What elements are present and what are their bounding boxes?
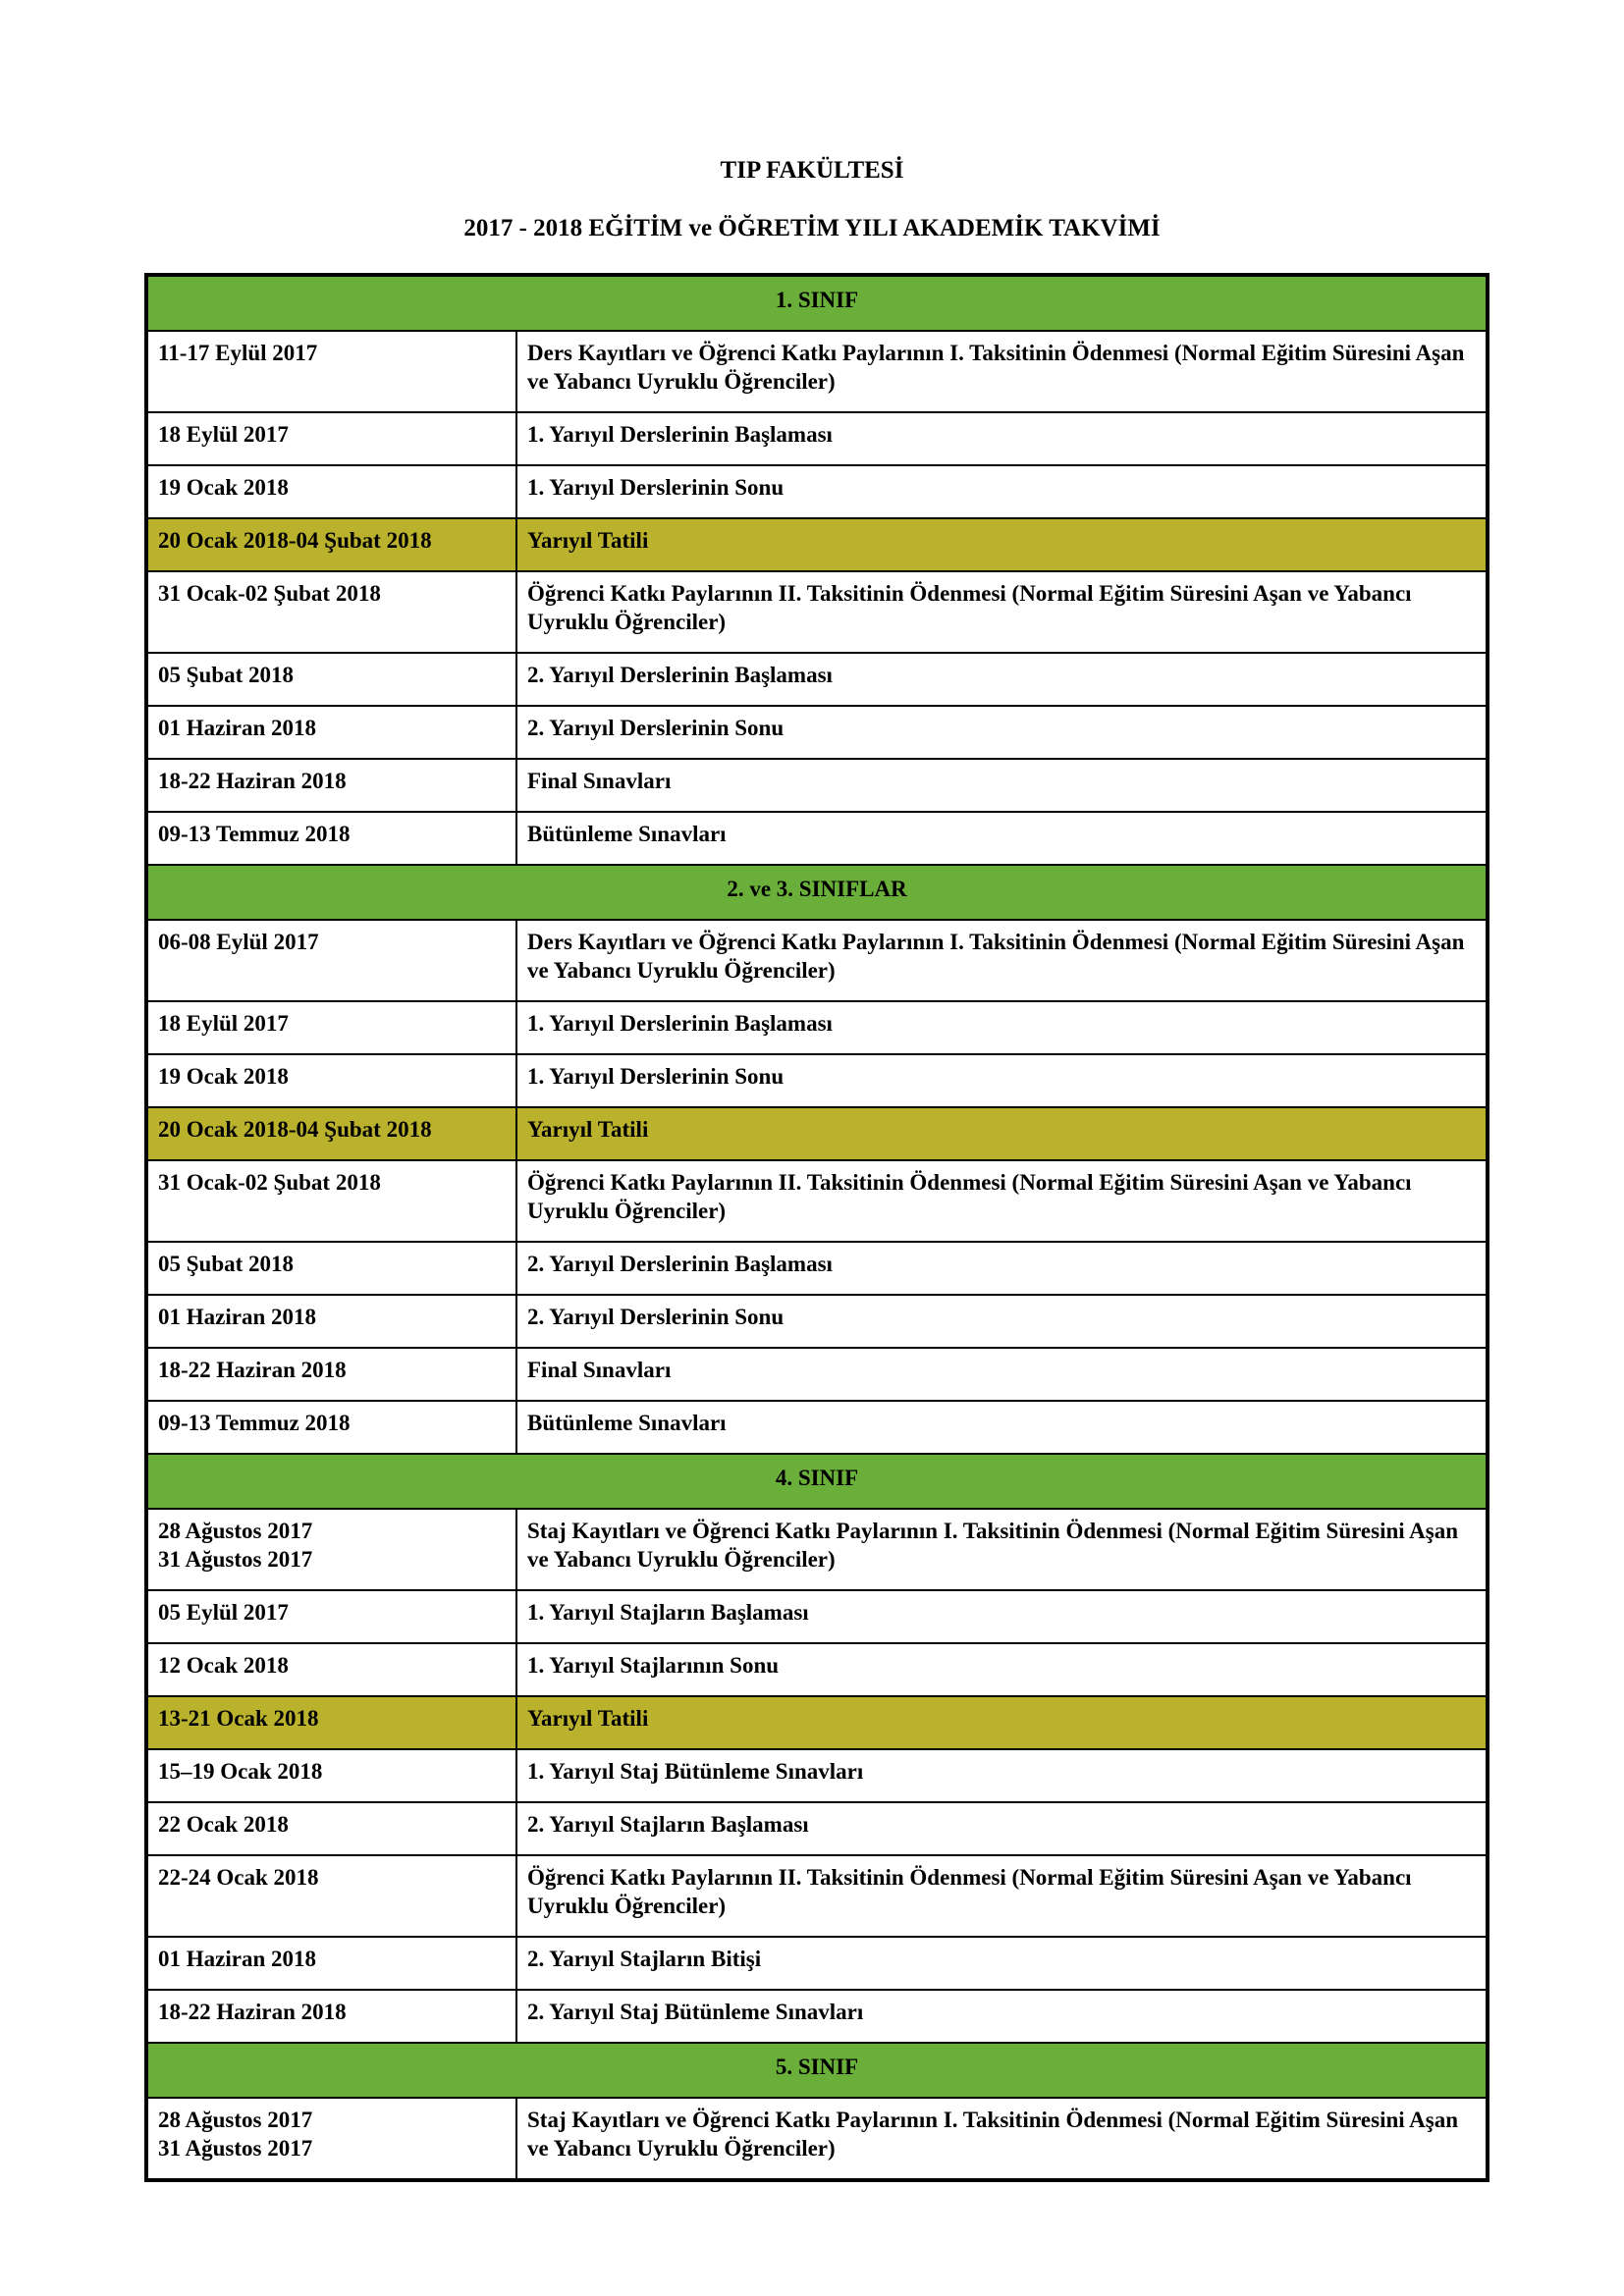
event-cell: Final Sınavları	[516, 759, 1488, 812]
table-row	[146, 920, 1488, 1001]
calendar-table	[144, 273, 1489, 2182]
page-title: TIP FAKÜLTESİ	[720, 157, 904, 184]
event-cell: Yarıyıl Tatili	[516, 1696, 1488, 1749]
table-row	[146, 1509, 1488, 1590]
event-cell: Staj Kayıtları ve Öğrenci Katkı Paylarının I. Taksitinin Ödenmesi (Normal Eğitim Süresini Aşan ve Yabancı Uyruklu Öğrenciler)	[516, 2098, 1488, 2180]
date-cell: 20 Ocak 2018-04 Şubat 2018	[146, 1107, 516, 1160]
date-cell: 18 Eylül 2017	[146, 1001, 516, 1054]
event-cell: Yarıyıl Tatili	[516, 518, 1488, 571]
event-cell: 1. Yarıyıl Stajların Başlaması	[516, 1590, 1488, 1643]
table-row	[146, 812, 1488, 865]
table-row	[146, 653, 1488, 706]
date-cell: 05 Eylül 2017	[146, 1590, 516, 1643]
table-row	[146, 1401, 1488, 1454]
table-row	[146, 331, 1488, 412]
date-cell: 18 Eylül 2017	[146, 412, 516, 465]
section-header-row	[146, 1454, 1488, 1509]
table-row	[146, 1160, 1488, 1242]
date-cell: 18-22 Haziran 2018	[146, 1348, 516, 1401]
table-row	[146, 465, 1488, 518]
date-cell: 01 Haziran 2018	[146, 1295, 516, 1348]
event-cell: Yarıyıl Tatili	[516, 1107, 1488, 1160]
event-cell: Staj Kayıtları ve Öğrenci Katkı Paylarının I. Taksitinin Ödenmesi (Normal Eğitim Süresini Aşan ve Yabancı Uyruklu Öğrenciler)	[516, 1509, 1488, 1590]
date-cell: 05 Şubat 2018	[146, 653, 516, 706]
table-row	[146, 412, 1488, 465]
event-cell: 1. Yarıyıl Stajlarının Sonu	[516, 1643, 1488, 1696]
event-cell: Öğrenci Katkı Paylarının II. Taksitinin Ödenmesi (Normal Eğitim Süresini Aşan ve Yabancı Uyruklu Öğrenciler)	[516, 1160, 1488, 1242]
date-cell: 05 Şubat 2018	[146, 1242, 516, 1295]
event-cell: Ders Kayıtları ve Öğrenci Katkı Paylarının I. Taksitinin Ödenmesi (Normal Eğitim Süresini Aşan ve Yabancı Uyruklu Öğrenciler)	[516, 331, 1488, 412]
section-header-row	[146, 275, 1488, 331]
event-cell: Ders Kayıtları ve Öğrenci Katkı Paylarının I. Taksitinin Ödenmesi (Normal Eğitim Süresini Aşan ve Yabancı Uyruklu Öğrenciler)	[516, 920, 1488, 1001]
event-cell: 2. Yarıyıl Derslerinin Sonu	[516, 1295, 1488, 1348]
page-subtitle: 2017 - 2018 EĞİTİM ve ÖĞRETİM YILI AKADEMİK TAKVİMİ	[463, 215, 1161, 241]
event-cell: 1. Yarıyıl Staj Bütünleme Sınavları	[516, 1749, 1488, 1802]
event-cell: 2. Yarıyıl Derslerinin Başlaması	[516, 1242, 1488, 1295]
section-header: 5. SINIF	[146, 2043, 1488, 2098]
table-row	[146, 759, 1488, 812]
event-cell: 1. Yarıyıl Derslerinin Başlaması	[516, 1001, 1488, 1054]
table-row	[146, 1054, 1488, 1107]
section-header: 1. SINIF	[146, 275, 1488, 331]
event-cell: 1. Yarıyıl Derslerinin Sonu	[516, 1054, 1488, 1107]
table-row	[146, 1295, 1488, 1348]
date-cell: 12 Ocak 2018	[146, 1643, 516, 1696]
event-cell: 1. Yarıyıl Derslerinin Sonu	[516, 465, 1488, 518]
event-cell: 2. Yarıyıl Stajların Başlaması	[516, 1802, 1488, 1855]
table-row	[146, 571, 1488, 653]
table-row	[146, 1590, 1488, 1643]
date-cell: 22-24 Ocak 2018	[146, 1855, 516, 1937]
event-cell: Final Sınavları	[516, 1348, 1488, 1401]
table-row	[146, 1802, 1488, 1855]
date-cell: 18-22 Haziran 2018	[146, 1990, 516, 2043]
table-row	[146, 1001, 1488, 1054]
event-cell: Öğrenci Katkı Paylarının II. Taksitinin Ödenmesi (Normal Eğitim Süresini Aşan ve Yabancı Uyruklu Öğrenciler)	[516, 1855, 1488, 1937]
date-cell: 09-13 Temmuz 2018	[146, 812, 516, 865]
event-cell: 2. Yarıyıl Staj Bütünleme Sınavları	[516, 1990, 1488, 2043]
date-cell: 01 Haziran 2018	[146, 1937, 516, 1990]
event-cell: Bütünleme Sınavları	[516, 1401, 1488, 1454]
date-cell: 01 Haziran 2018	[146, 706, 516, 759]
table-row	[146, 1643, 1488, 1696]
table-row	[146, 2098, 1488, 2180]
event-cell: Öğrenci Katkı Paylarının II. Taksitinin Ödenmesi (Normal Eğitim Süresini Aşan ve Yabancı Uyruklu Öğrenciler)	[516, 571, 1488, 653]
date-cell: 13-21 Ocak 2018	[146, 1696, 516, 1749]
date-cell: 09-13 Temmuz 2018	[146, 1401, 516, 1454]
event-cell: Bütünleme Sınavları	[516, 812, 1488, 865]
table-row	[146, 1990, 1488, 2043]
holiday-row	[146, 518, 1488, 571]
date-cell: 22 Ocak 2018	[146, 1802, 516, 1855]
table-row	[146, 1242, 1488, 1295]
date-cell: 06-08 Eylül 2017	[146, 920, 516, 1001]
section-header: 4. SINIF	[146, 1454, 1488, 1509]
table-row	[146, 1348, 1488, 1401]
holiday-row	[146, 1696, 1488, 1749]
table-row	[146, 706, 1488, 759]
section-header-row	[146, 865, 1488, 920]
date-cell: 28 Ağustos 2017 31 Ağustos 2017	[146, 1509, 516, 1590]
section-header-row	[146, 2043, 1488, 2098]
table-row	[146, 1749, 1488, 1802]
date-cell: 28 Ağustos 2017 31 Ağustos 2017	[146, 2098, 516, 2180]
date-cell: 31 Ocak-02 Şubat 2018	[146, 571, 516, 653]
date-cell: 19 Ocak 2018	[146, 1054, 516, 1107]
date-cell: 31 Ocak-02 Şubat 2018	[146, 1160, 516, 1242]
section-header: 2. ve 3. SINIFLAR	[146, 865, 1488, 920]
date-cell: 18-22 Haziran 2018	[146, 759, 516, 812]
date-cell: 15–19 Ocak 2018	[146, 1749, 516, 1802]
date-cell: 19 Ocak 2018	[146, 465, 516, 518]
table-row	[146, 1855, 1488, 1937]
event-cell: 2. Yarıyıl Derslerinin Sonu	[516, 706, 1488, 759]
event-cell: 2. Yarıyıl Derslerinin Başlaması	[516, 653, 1488, 706]
date-cell: 20 Ocak 2018-04 Şubat 2018	[146, 518, 516, 571]
holiday-row	[146, 1107, 1488, 1160]
event-cell: 2. Yarıyıl Stajların Bitişi	[516, 1937, 1488, 1990]
event-cell: 1. Yarıyıl Derslerinin Başlaması	[516, 412, 1488, 465]
table-row	[146, 1937, 1488, 1990]
date-cell: 11-17 Eylül 2017	[146, 331, 516, 412]
